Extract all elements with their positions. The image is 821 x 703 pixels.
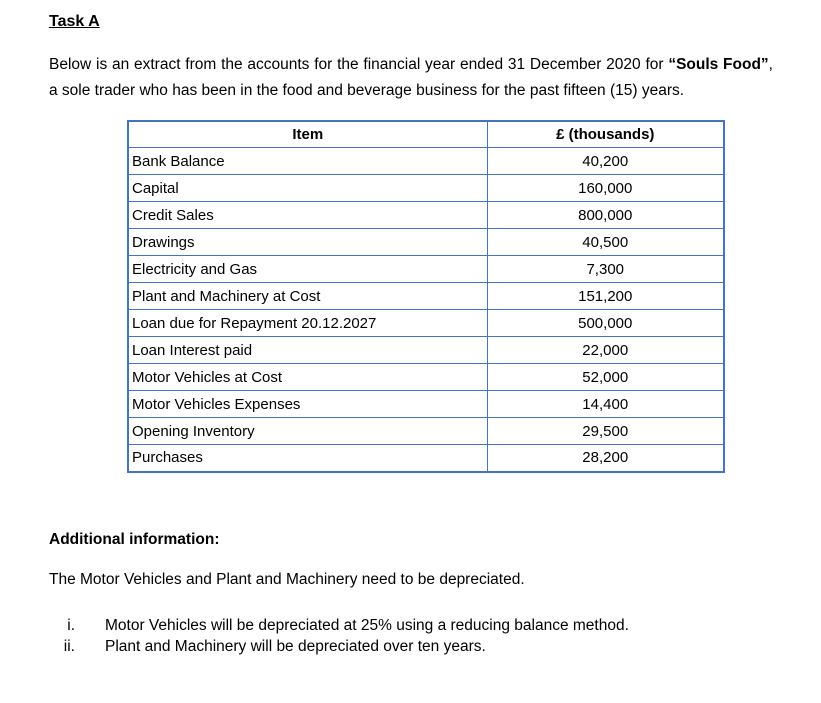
- table-row: [128, 175, 724, 202]
- item-cell: Loan due for Repayment 20.12.2027: [128, 310, 487, 337]
- value-cell: 7,300: [487, 256, 724, 283]
- item-cell: Loan Interest paid: [128, 337, 487, 364]
- table-row: [128, 148, 724, 175]
- item-cell: Bank Balance: [128, 148, 487, 175]
- table-row: [128, 310, 724, 337]
- table-header-row: [128, 121, 724, 148]
- page-title: Task A: [49, 13, 100, 30]
- value-cell: 29,500: [487, 418, 724, 445]
- table-row: [128, 229, 724, 256]
- value-cell: 28,200: [487, 445, 724, 472]
- list-text: Motor Vehicles will be depreciated at 25% using a reducing balance method.: [105, 616, 629, 634]
- value-cell: 40,200: [487, 148, 724, 175]
- item-cell: Credit Sales: [128, 202, 487, 229]
- list-marker: ii.: [63, 637, 75, 655]
- value-cell: 22,000: [487, 337, 724, 364]
- value-cell: 500,000: [487, 310, 724, 337]
- item-cell: Drawings: [128, 229, 487, 256]
- item-cell: Capital: [128, 175, 487, 202]
- table-row: [128, 391, 724, 418]
- accounts-table-wrapper: [127, 120, 773, 473]
- list-item: [49, 636, 773, 657]
- item-cell: Motor Vehicles at Cost: [128, 364, 487, 391]
- additional-info-body: The Motor Vehicles and Plant and Machinery need to be depreciated.: [49, 570, 525, 588]
- item-cell: Purchases: [128, 445, 487, 472]
- table-header-cell: £ (thousands): [487, 121, 724, 148]
- value-cell: 800,000: [487, 202, 724, 229]
- table-row: [128, 202, 724, 229]
- intro-paragraph: [49, 52, 773, 104]
- table-row: [128, 364, 724, 391]
- item-cell: Plant and Machinery at Cost: [128, 283, 487, 310]
- table-row: [128, 445, 724, 472]
- table-row: [128, 418, 724, 445]
- intro-text: , a sole trader who has been in the food and beverage business for the past fifteen (15) years.: [49, 56, 773, 99]
- list-text: Plant and Machinery will be depreciated over ten years.: [105, 637, 486, 655]
- value-cell: 40,500: [487, 229, 724, 256]
- value-cell: 151,200: [487, 283, 724, 310]
- table-row: [128, 337, 724, 364]
- table-body: [128, 148, 724, 472]
- list-marker: i.: [67, 616, 75, 634]
- depreciation-list: [49, 615, 773, 657]
- accounts-table: [127, 120, 725, 473]
- table-row: [128, 256, 724, 283]
- item-cell: Motor Vehicles Expenses: [128, 391, 487, 418]
- list-item: [49, 615, 773, 636]
- table-row: [128, 283, 724, 310]
- value-cell: 160,000: [487, 175, 724, 202]
- value-cell: 14,400: [487, 391, 724, 418]
- item-cell: Opening Inventory: [128, 418, 487, 445]
- table-header-cell: Item: [128, 121, 487, 148]
- additional-info-heading: Additional information:: [49, 530, 220, 548]
- value-cell: 52,000: [487, 364, 724, 391]
- intro-text-bold: “Souls Food”: [668, 56, 769, 73]
- item-cell: Electricity and Gas: [128, 256, 487, 283]
- intro-text: Below is an extract from the accounts for the financial year ended 31 December 2020 for: [49, 56, 669, 73]
